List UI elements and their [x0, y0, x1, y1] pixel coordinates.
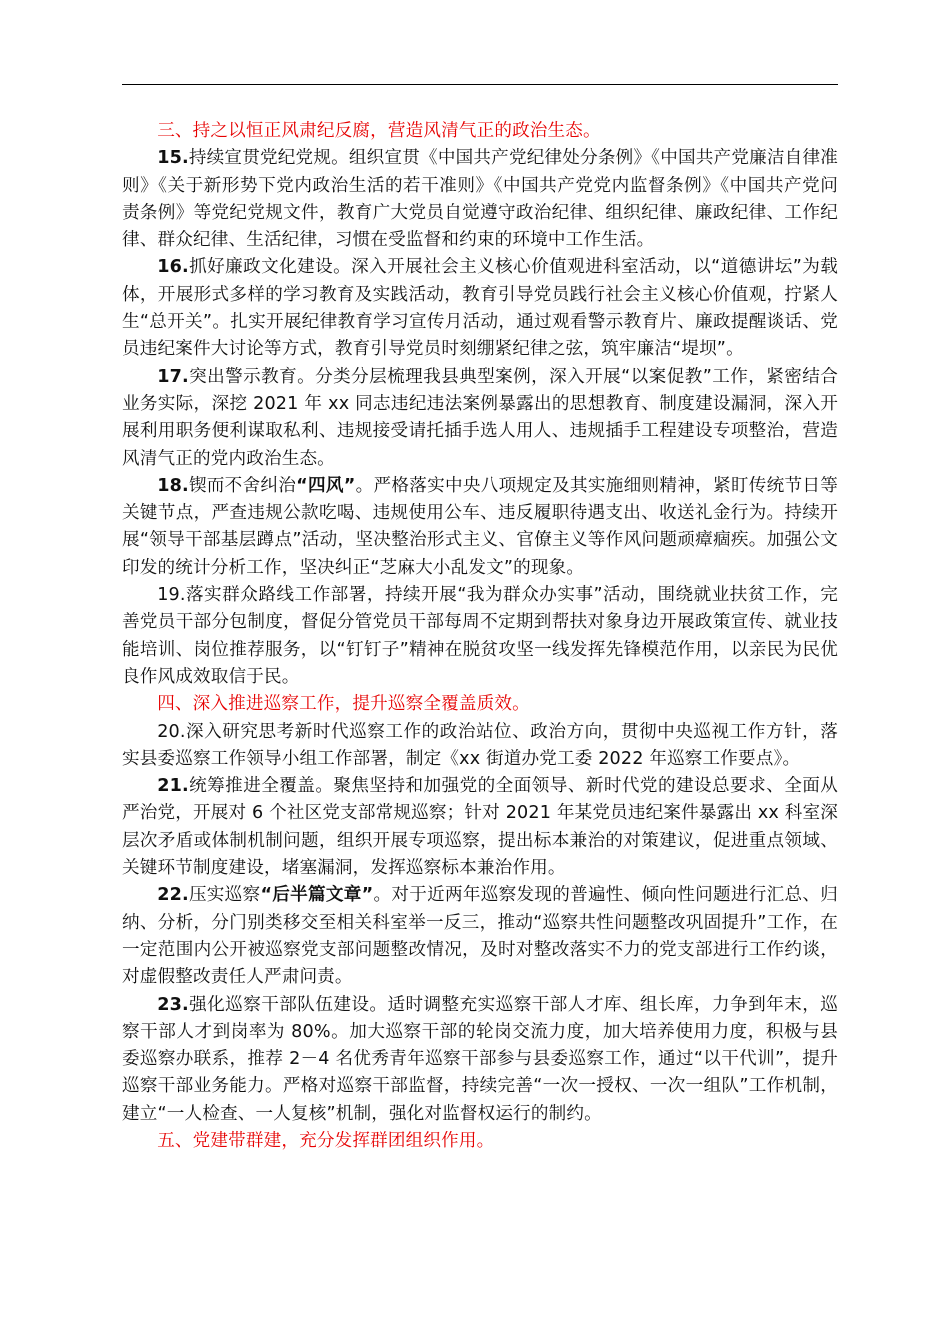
section-heading-5: 五、党建带群建，充分发挥群团组织作用。	[157, 1130, 495, 1151]
paragraph-text: 抓好廉政文化建设。深入开展社会主义核心价值观进科室活动，以“道德讲坛”为载体，开展形式多样的学习教育及实践活动，教育引导党员践行社会主义核心价值观，拧紧人生“总开关”。扎实开展纪律教育学习宣传月活动，通过观看警示教育片、廉政提醒谈话、党员违纪案件大讨论等方式，教育引导党员时刻绷紧纪律之弦，筑牢廉洁“堤坝”。	[122, 257, 838, 360]
section-heading-3: 三、持之以恒正风肃纪反腐，营造风清气正的政治生态。	[157, 121, 601, 141]
section-heading-4: 四、深入推进巡察工作，提升巡察全覆盖质效。	[157, 694, 530, 715]
keyword: “后半篇文章”	[260, 885, 374, 906]
header-rule	[122, 84, 838, 85]
paragraph-21	[122, 773, 838, 882]
item-number: 17.	[157, 366, 189, 387]
paragraph-22	[122, 882, 838, 991]
item-number: 18.	[157, 475, 189, 496]
paragraph-23	[122, 992, 838, 1128]
document-body	[122, 118, 838, 1155]
paragraph-lead: 压实巡察	[188, 885, 261, 906]
item-number: 21.	[157, 776, 189, 797]
item-number: 15.	[157, 148, 189, 169]
item-number: 23.	[157, 994, 189, 1015]
item-number: 22.	[157, 885, 189, 906]
paragraph-lead: 锲而不舍纠治	[188, 475, 297, 496]
paragraph-text: 持续宣贯党纪党规。组织宣贯《中国共产党纪律处分条例》《中国共产党廉洁自律准则》《关于新形势下党内政治生活的若干准则》《中国共产党党内监督条例》《中国共产党问责条例》等党纪党规文件，教育广大党员自觉遵守政治纪律、组织纪律、廉政纪律、工作纪律、群众纪律、生活纪律，习惯在受监督和约束的环境中工作生活。	[122, 148, 838, 251]
paragraph-17	[122, 364, 838, 473]
paragraph-text: 统筹推进全覆盖。聚焦坚持和加强党的全面领导、新时代党的建设总要求、全面从严治党，开展对 6 个社区党支部常规巡察；针对 2021 年某党员违纪案件暴露出 xx 科室深层次矛盾或体制机制问题，组织开展专项巡察，提出标本兼治的对策建议，促进重点领域、关键环节制度建设，堵塞漏洞，发挥巡察标本兼治作用。	[122, 776, 838, 879]
paragraph-text: 突出警示教育。分类分层梳理我县典型案例，深入开展“以案促教”工作，紧密结合业务实际，深挖 2021 年 xx 同志违纪违法案例暴露出的思想教育、制度建设漏洞，深入开展利用职务便利谋取私利、违规接受请托插手选人用人、违规插手工程建设专项整治，营造风清气正的党内政治生态。	[122, 366, 838, 469]
paragraph-18	[122, 473, 838, 582]
paragraph-15	[122, 145, 838, 254]
paragraph-16	[122, 254, 838, 363]
keyword: “四风”	[296, 475, 356, 496]
paragraph-text: 强化巡察干部队伍建设。适时调整充实巡察干部人才库、组长库，力争到年末，巡察干部人才到岗率为 80%。加大巡察干部的轮岗交流力度，加大培养使用力度，积极与县委巡察办联系，推荐 2－4 名优秀青年巡察干部参与县委巡察工作，通过“以干代训”，提升巡察干部业务能力。严格对巡察干部监督，持续完善“一次一授权、一次一组队”工作机制，建立“一人检查、一人复核”机制，强化对监督权运行的制约。	[122, 994, 838, 1124]
item-number: 16.	[157, 257, 189, 278]
paragraph-20: 20.深入研究思考新时代巡察工作的政治站位、政治方向，贯彻中央巡视工作方针，落实县委巡察工作领导小组工作部署，制定《xx 街道办党工委 2022 年巡察工作要点》。	[122, 721, 838, 769]
paragraph-19: 19.落实群众路线工作部署，持续开展“我为群众办实事”活动，围绕就业扶贫工作，完善党员干部分包制度，督促分管党员干部每周不定期到帮扶对象身边开展政策宣传、就业技能培训、岗位推荐服务，以“钉钉子”精神在脱贫攻坚一线发挥先锋模范作用，以亲民为民优良作风成效取信于民。	[122, 585, 838, 687]
paragraph-text: 。严格落实中央八项规定及其实施细则精神，紧盯传统节日等关键节点，严查违规公款吃喝、违规使用公车、违反履职待遇支出、收送礼金行为。持续开展“领导干部基层蹲点”活动，坚决整治形式主义、官僚主义等作风问题顽瘴痼疾。加强公文印发的统计分析工作，坚决纠正“芝麻大小乱发文”的现象。	[122, 475, 838, 578]
paragraph-text: 。对于近两年巡察发现的普遍性、倾向性问题进行汇总、归纳、分析，分门别类移交至相关科室举一反三，推动“巡察共性问题整改巩固提升”工作，在一定范围内公开被巡察党支部问题整改情况，及时对整改落实不力的党支部进行工作约谈，对虚假整改责任人严肃问责。	[122, 885, 839, 988]
